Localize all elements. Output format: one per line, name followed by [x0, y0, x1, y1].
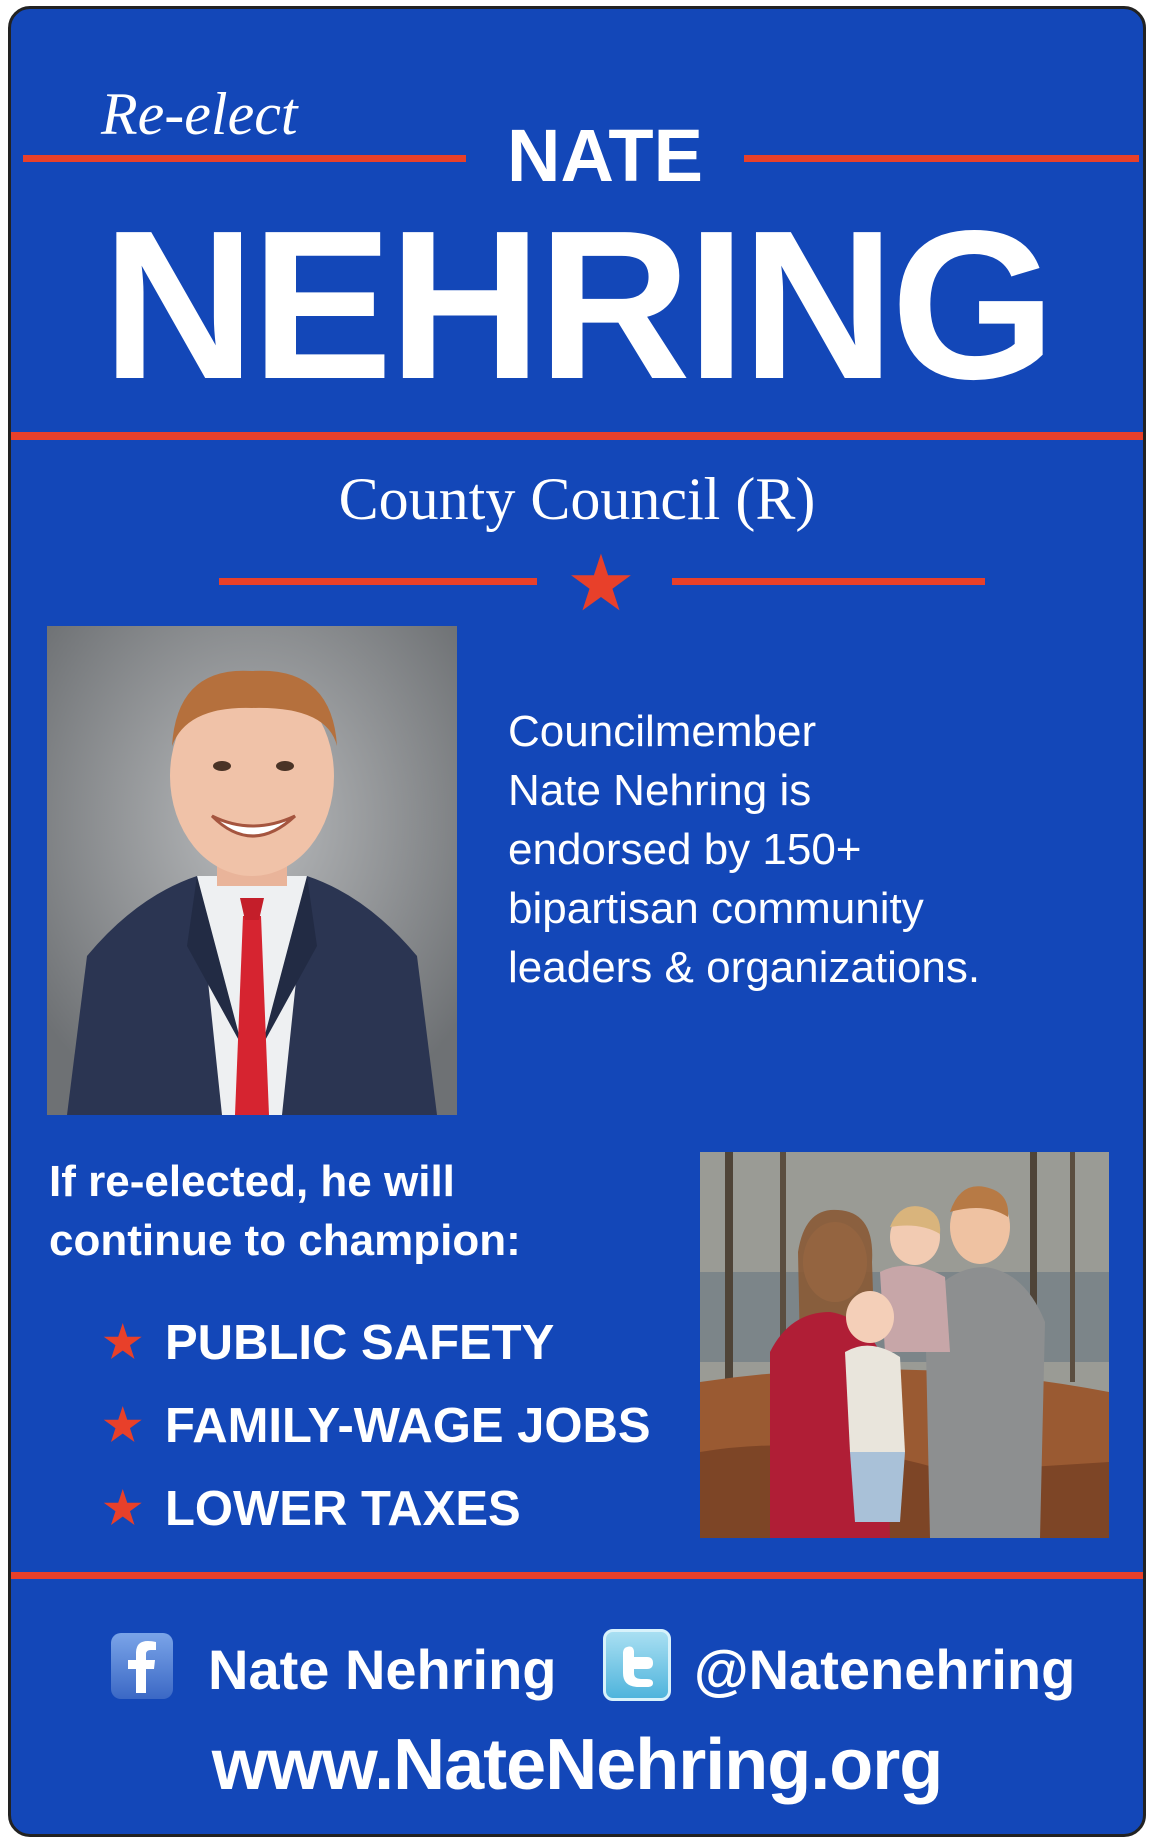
- family-photo: [700, 1152, 1109, 1538]
- candidate-portrait: [47, 626, 457, 1115]
- divider-line: [11, 432, 1143, 440]
- endorsement-line: Nate Nehring is: [508, 766, 812, 815]
- agenda-intro-line: continue to champion:: [49, 1216, 521, 1265]
- endorsement-line: endorsed by 150+: [508, 825, 862, 874]
- header-line-left: [23, 155, 466, 162]
- office-title: County Council (R): [338, 466, 816, 532]
- twitter-icon: [603, 1629, 671, 1701]
- endorsement-line: bipartisan community: [508, 884, 924, 933]
- agenda-intro-line: If re-elected, he will: [49, 1157, 455, 1206]
- office-line-right: [672, 578, 985, 585]
- twitter-handle: @Natenehring: [694, 1638, 1076, 1701]
- website-url: www.NateNehring.org: [211, 1725, 943, 1805]
- header-line-right: [744, 155, 1139, 162]
- priority-list: [103, 1301, 723, 1550]
- footer-divider: [11, 1572, 1143, 1579]
- star-icon: ★: [566, 539, 636, 627]
- first-name: NATE: [507, 114, 703, 197]
- priority-label: FAMILY-WAGE JOBS: [165, 1398, 651, 1453]
- star-icon: ★: [103, 1401, 143, 1450]
- facebook-name: Nate Nehring: [208, 1638, 557, 1701]
- endorsement-line: leaders & organizations.: [508, 943, 981, 992]
- priority-item: [103, 1301, 723, 1384]
- campaign-ad: [8, 6, 1146, 1837]
- last-name: NEHRING: [102, 186, 1052, 423]
- star-icon: ★: [103, 1484, 143, 1533]
- facebook-icon: [111, 1633, 173, 1699]
- priority-item: [103, 1467, 723, 1550]
- priority-label: LOWER TAXES: [165, 1481, 521, 1536]
- endorsement-text: [508, 702, 1108, 997]
- reelect-label: Re-elect: [101, 81, 298, 147]
- priority-label: PUBLIC SAFETY: [165, 1315, 555, 1370]
- agenda-intro: [49, 1152, 649, 1270]
- endorsement-line: Councilmember: [508, 707, 817, 756]
- star-icon: ★: [103, 1318, 143, 1367]
- office-line-left: [219, 578, 537, 585]
- priority-item: [103, 1384, 723, 1467]
